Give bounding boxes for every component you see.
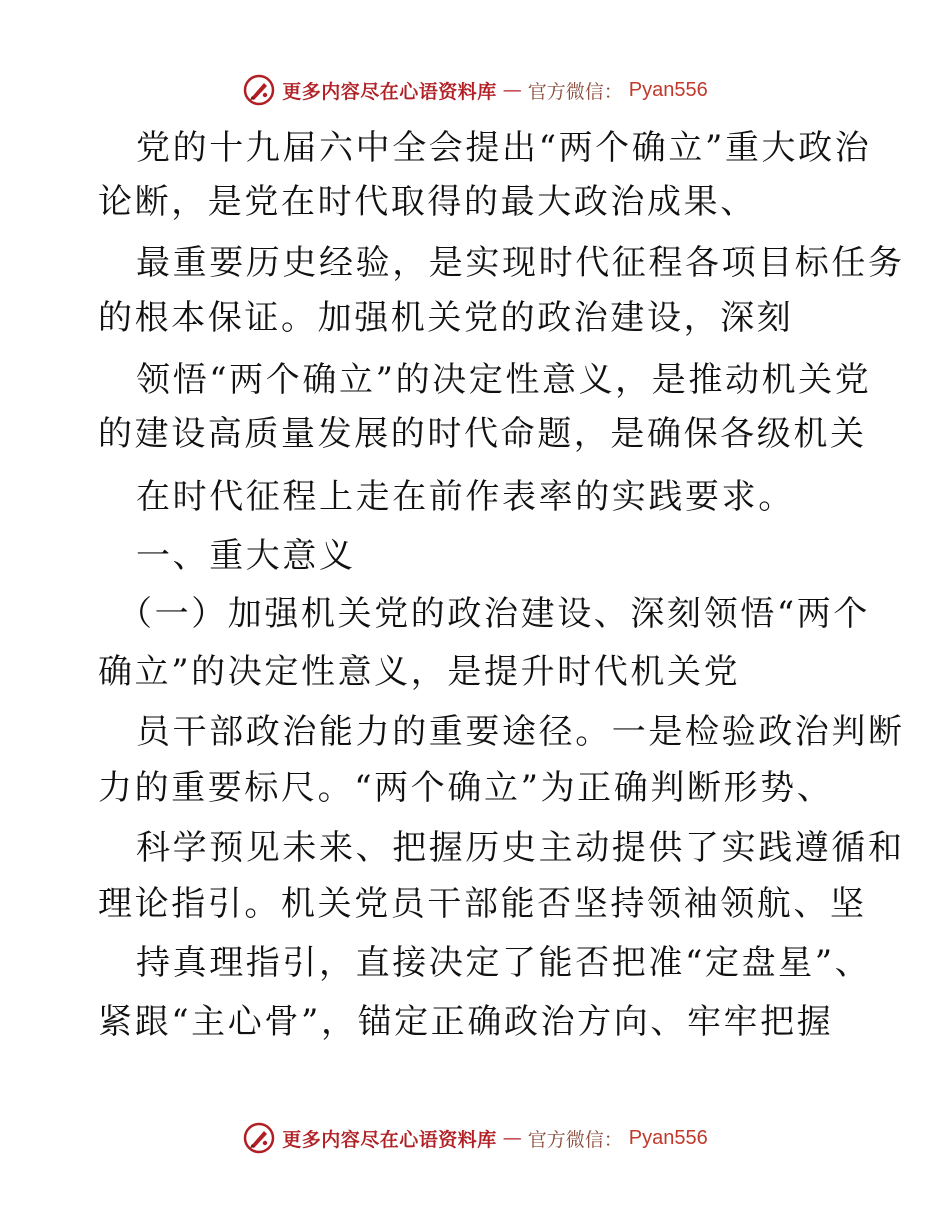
watermark-label: 官方微信： xyxy=(527,1128,623,1151)
watermark-brand: 更多内容尽在心语资料库 xyxy=(282,1128,497,1151)
text-line: 员干部政治能力的重要途径。一是检验政治判断 xyxy=(136,712,905,752)
text-line: 领悟“两个确立”的决定性意义，是推动机关党 xyxy=(136,360,872,400)
text-line: 持真理指引，直接决定了能否把准“定盘星”、 xyxy=(136,943,872,983)
text-line: 力的重要标尺。“两个确立”为正确判断形势、 xyxy=(98,768,834,808)
text-line: 在时代征程上走在前作表率的实践要求。 xyxy=(136,477,795,517)
watermark-id: Pyan556 xyxy=(628,1126,708,1149)
footer-watermark xyxy=(0,1118,950,1158)
text-line: 论断，是党在时代取得的最大政治成果、 xyxy=(98,182,757,222)
text-line: （一）加强机关党的政治建设、深刻领悟“两个 xyxy=(118,594,870,634)
text-line: 的建设高质量发展的时代命题，是确保各级机关 xyxy=(98,414,867,454)
section-heading: 一、重大意义 xyxy=(136,536,356,576)
pen-circle-logo-icon xyxy=(242,1121,276,1155)
watermark-separator: — xyxy=(502,79,522,101)
text-line: 的根本保证。加强机关党的政治建设，深刻 xyxy=(98,298,794,338)
watermark-brand: 更多内容尽在心语资料库 xyxy=(282,80,497,103)
text-line: 最重要历史经验，是实现时代征程各项目标任务 xyxy=(136,243,905,283)
pen-circle-logo-icon xyxy=(242,73,276,107)
text-line: 理论指引。机关党员干部能否坚持领袖领航、坚 xyxy=(98,884,867,924)
text-line: 紧跟“主心骨”，锚定正确政治方向、牢牢把握 xyxy=(98,1002,834,1042)
watermark-id: Pyan556 xyxy=(628,78,708,101)
text-line: 确立”的决定性意义，是提升时代机关党 xyxy=(98,652,741,692)
text-line: 科学预见未来、把握历史主动提供了实践遵循和 xyxy=(136,828,905,868)
header-watermark xyxy=(0,70,950,110)
watermark-separator: — xyxy=(502,1127,522,1149)
watermark-label: 官方微信： xyxy=(527,80,623,103)
text-line: 党的十九届六中全会提出“两个确立”重大政治 xyxy=(136,128,872,168)
